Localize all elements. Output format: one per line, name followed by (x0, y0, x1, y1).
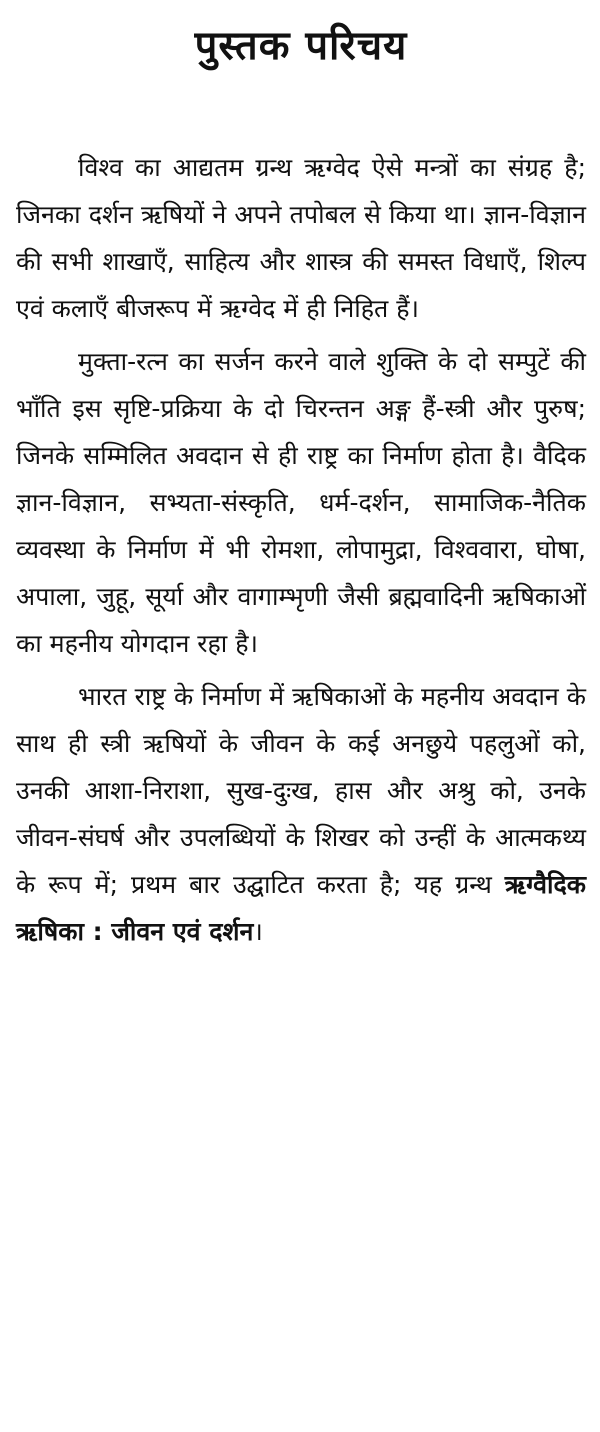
paragraph-rishikas-contribution: मुक्ता-रत्न का सर्जन करने वाले शुक्ति के दो सम्पुटें की भाँति इस सृष्टि-प्रक्रिया के दो चिरन्तन अङ्ग हैं-स्त्री और पुरुष; जिनके सम्मिलित अवदान से ही राष्ट्र का निर्माण होता है। वैदिक ज्ञान-विज्ञान, सभ्यता-संस्कृति, धर्म-दर्शन, सामाजिक-नैतिक व्यवस्था के निर्माण में भी रोमशा, लोपामुद्रा, विश्ववारा, घोषा, अपाला, जुहू, सूर्या और वागाम्भृणी जैसी ब्रह्मवादिनी ऋषिकाओं का महनीय योगदान रहा है। (16, 347, 586, 658)
paragraph-book-description-text: भारत राष्ट्र के निर्माण में ऋषिकाओं के महनीय अवदान के साथ ही स्त्री ऋषियों के जीवन के कई अनछुये पहलुओं को, उनकी आशा-निराशा, सुख-दुःख, हास और अश्रु को, उनके जीवन-संघर्ष और उपलब्धियों के शिखर को उन्हीं के आत्मकथ्य के रूप में; प्रथम बार उद्घाटित करता है; यह ग्रन्थ (16, 682, 586, 899)
page-title: पुस्तक परिचय (194, 23, 408, 69)
book-name: ऋग्वैदिक ऋषिका : जीवन एवं दर्शन (16, 870, 586, 946)
end-mark: । (253, 917, 263, 946)
paragraph-book-description (16, 673, 586, 955)
paragraph-rigveda-intro: विश्व का आद्यतम ग्रन्थ ऋग्वेद ऐसे मन्त्रों का संग्रह है; जिनका दर्शन ऋषियों ने अपने तपोबल से किया था। ज्ञान-विज्ञान की सभी शाखाएँ, साहित्य और शास्त्र की समस्त विधाएँ, शिल्प एवं कलाएँ बीजरूप में ऋग्वेद में ही निहित हैं। (16, 153, 586, 323)
